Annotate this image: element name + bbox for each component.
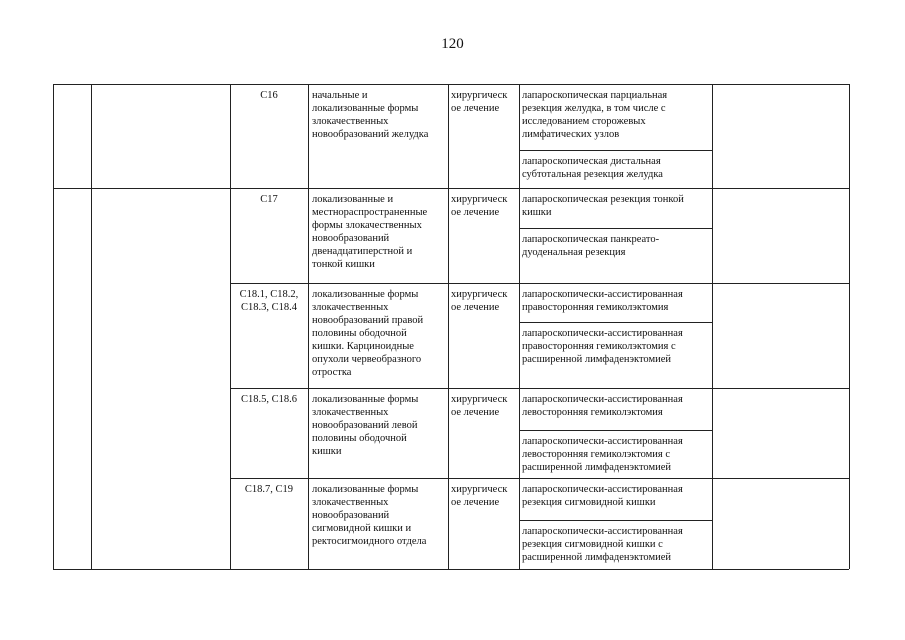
- table-cell-method: лапароскопически-ассистированная правосторонняя гемиколэктомия: [522, 289, 683, 313]
- table-method-border: [519, 228, 712, 229]
- table-cell-method: лапароскопически-ассистированная резекция сигмовидной кишки с расширенной лимфаденэктомией: [522, 526, 683, 563]
- table-cell-code: C18.5, C18.6: [240, 394, 297, 405]
- table-column-border: [308, 84, 309, 569]
- table-method-border: [519, 150, 712, 151]
- table-cell-method: лапароскопически-ассистированная резекция сигмовидной кишки: [522, 484, 683, 508]
- table-cell-treatment: хирургическ ое лечение: [451, 289, 508, 313]
- table-cell-code: C17: [260, 194, 278, 205]
- table-cell-method: лапароскопически-ассистированная левосторонняя гемиколэктомия: [522, 394, 683, 418]
- table-cell-treatment: хирургическ ое лечение: [451, 394, 508, 418]
- table-column-border: [448, 84, 449, 569]
- table-cell-diagnosis: локализованные и местнораспространенные формы злокачественных новообразований двенадцатиперстной и тонкой кишки: [312, 194, 428, 270]
- table-cell-diagnosis: начальные и локализованные формы злокачественных новообразований желудка: [312, 90, 429, 140]
- table-column-border: [91, 84, 92, 569]
- table-cell-code: C18.7, C19: [244, 484, 294, 495]
- table-cell-treatment: хирургическ ое лечение: [451, 90, 508, 114]
- table-row-border: [230, 388, 849, 389]
- table-column-border: [712, 84, 713, 569]
- table-method-border: [519, 322, 712, 323]
- table-top-border: [53, 84, 849, 85]
- page-number: 120: [441, 36, 464, 52]
- table-method-border: [519, 430, 712, 431]
- table-row-border: [53, 188, 849, 189]
- table-column-border: [53, 84, 54, 569]
- table-cell-method: лапароскопическая резекция тонкой кишки: [522, 194, 684, 218]
- table-bottom-border: [53, 569, 849, 570]
- table-cell-code: C18.1, C18.2, C18.3, C18.4: [239, 289, 299, 313]
- table-cell-code: C16: [260, 90, 278, 101]
- table-cell-method: лапароскопическая панкреато- дуоденальная резекция: [522, 234, 660, 258]
- table-method-border: [519, 520, 712, 521]
- table-cell-method: лапароскопическая парциальная резекция желудка, в том числе с исследованием сторожевых лимфатических узлов: [522, 90, 668, 140]
- table-cell-method: лапароскопически-ассистированная правосторонняя гемиколэктомия с расширенной лимфаденэктомией: [522, 328, 683, 365]
- table-column-border: [230, 84, 231, 569]
- table-cell-diagnosis: локализованные формы злокачественных новообразований сигмовидной кишки и ректосигмоидного отдела: [312, 484, 427, 547]
- table-cell-method: лапароскопически-ассистированная левосторонняя гемиколэктомия с расширенной лимфаденэктомией: [522, 436, 683, 473]
- table-row-border: [230, 283, 849, 284]
- table-row-border: [230, 478, 849, 479]
- table-cell-diagnosis: локализованные формы злокачественных новообразований правой половины ободочной кишки. Карциноидные опухоли червеобразного отростка: [312, 289, 424, 378]
- table-cell-diagnosis: локализованные формы злокачественных новообразований левой половины ободочной кишки: [312, 394, 419, 457]
- table-cell-treatment: хирургическ ое лечение: [451, 484, 508, 508]
- table-column-border: [519, 84, 520, 569]
- table-column-border: [849, 84, 850, 569]
- table-cell-treatment: хирургическ ое лечение: [451, 194, 508, 218]
- table-cell-method: лапароскопическая дистальная субтотальная резекция желудка: [522, 156, 663, 180]
